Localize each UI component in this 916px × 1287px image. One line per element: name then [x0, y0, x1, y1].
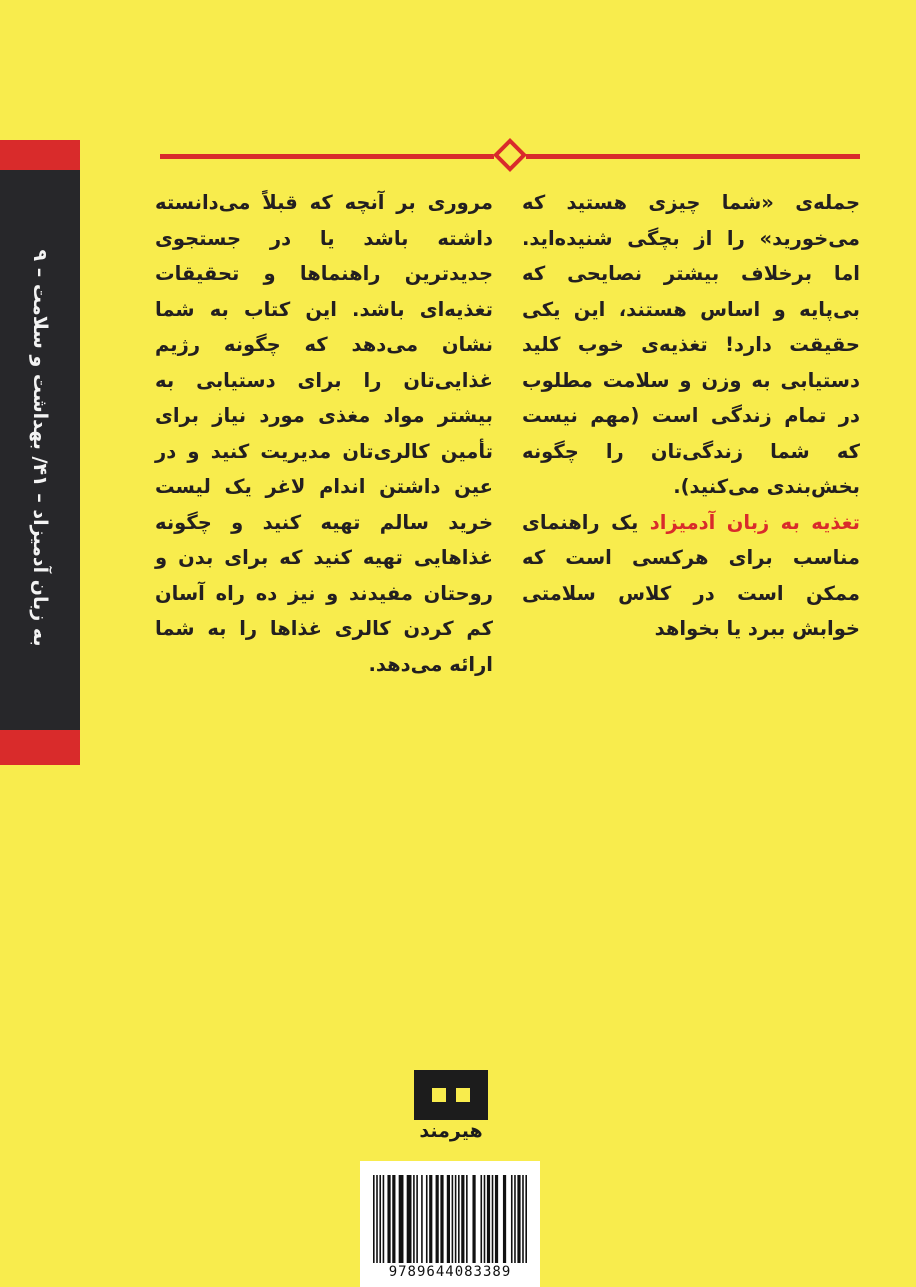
barcode-bar-19 — [461, 1175, 464, 1263]
spine-red-band-bottom — [0, 730, 80, 765]
barcode-bar-30 — [517, 1175, 520, 1263]
barcode-bar-4 — [387, 1175, 390, 1263]
barcode-bar-32 — [525, 1175, 527, 1263]
barcode — [360, 1161, 540, 1287]
barcode-bar-9 — [416, 1175, 418, 1263]
barcode-bar-17 — [455, 1175, 457, 1263]
barcode-bar-24 — [487, 1175, 490, 1263]
barcode-bars-icon — [373, 1175, 527, 1263]
blurb-paragraph-1: جمله‌ی «شما چیزی هستید که می‌خورید» را از بچگی شنیده‌اید. اما برخلاف بیشتر نصایحی که بی‌پایه و اساس هستند، این یکی حقیقت دارد! تغذیه‌ی خوب کلید دستیابی به وزن و سلامت مطلوب در تمام زندگی است (مهم نیست که شما زندگی‌تان را چگونه بخش‌بندی می‌کنید). — [522, 191, 860, 498]
barcode-bar-27 — [503, 1175, 506, 1263]
barcode-bar-12 — [429, 1175, 432, 1263]
barcode-bar-2 — [379, 1175, 381, 1263]
spine-title: به زبان آدمیزاد – ۴۱/ بهداشت و سلامت – ۹ — [29, 249, 51, 647]
publisher-logo-icon — [414, 1070, 488, 1120]
barcode-bar-3 — [383, 1175, 385, 1263]
blurb-column-left — [155, 185, 493, 682]
diamond-ornament-icon — [493, 138, 527, 172]
barcode-bar-5 — [392, 1175, 395, 1263]
barcode-bar-8 — [413, 1175, 415, 1263]
barcode-bar-6 — [399, 1175, 404, 1263]
barcode-bar-7 — [407, 1175, 412, 1263]
barcode-bar-21 — [472, 1175, 475, 1263]
barcode-bar-0 — [373, 1175, 375, 1263]
spine-red-band-top — [0, 140, 80, 170]
blurb-column-right — [522, 185, 860, 647]
barcode-bar-18 — [458, 1175, 460, 1263]
divider-line-right — [526, 154, 860, 159]
barcode-bar-29 — [514, 1175, 516, 1263]
barcode-bar-22 — [480, 1175, 482, 1263]
barcode-bar-10 — [421, 1175, 423, 1263]
blurb-paragraph-2-text: یک راهنمای مناسب برای هرکسی است که ممکن است در کلاس سلامتی خوابش ببرد یا بخواهد — [522, 510, 860, 640]
blurb-paragraph-3: مروری بر آنچه که قبلاً می‌دانسته داشته باشد یا در جستجوی جدیدترین راهنماها و تحقیقات تغذیه‌ای باشد. این کتاب به شما نشان می‌دهد که چگونه رژیم غذایی‌تان را برای دستیابی به بیشتر مواد مغذی مورد نیاز برای تأمین کالری‌تان مدیریت کنید و در عین داشتن اندام لاغر یک لیست خرید سالم تهیه کنید و چگونه غذاهایی تهیه کنید که برای بدن و روحتان مفیدند و نیز ده راه آسان کم کردن کالری غذاها را به شما ارائه می‌دهد. — [155, 191, 493, 676]
barcode-bar-26 — [495, 1175, 498, 1263]
logo-square-left — [432, 1088, 446, 1102]
barcode-bar-23 — [484, 1175, 486, 1263]
isbn-number: 9789644083389 — [388, 1264, 512, 1280]
barcode-bar-31 — [522, 1175, 524, 1263]
barcode-bar-13 — [436, 1175, 439, 1263]
logo-square-right — [456, 1088, 470, 1102]
barcode-bar-1 — [376, 1175, 378, 1263]
blurb-paragraph-2 — [522, 505, 860, 647]
barcode-bar-16 — [452, 1175, 454, 1263]
barcode-bar-15 — [447, 1175, 450, 1263]
barcode-bar-28 — [511, 1175, 513, 1263]
barcode-bar-20 — [466, 1175, 468, 1263]
barcode-bar-25 — [492, 1175, 494, 1263]
book-title-highlight: تغذیه به زبان آدمیزاد — [649, 510, 860, 534]
divider-line-left — [160, 154, 494, 159]
barcode-bar-11 — [426, 1175, 428, 1263]
publisher-name: هیرمند — [419, 1120, 483, 1142]
barcode-bar-14 — [440, 1175, 443, 1263]
